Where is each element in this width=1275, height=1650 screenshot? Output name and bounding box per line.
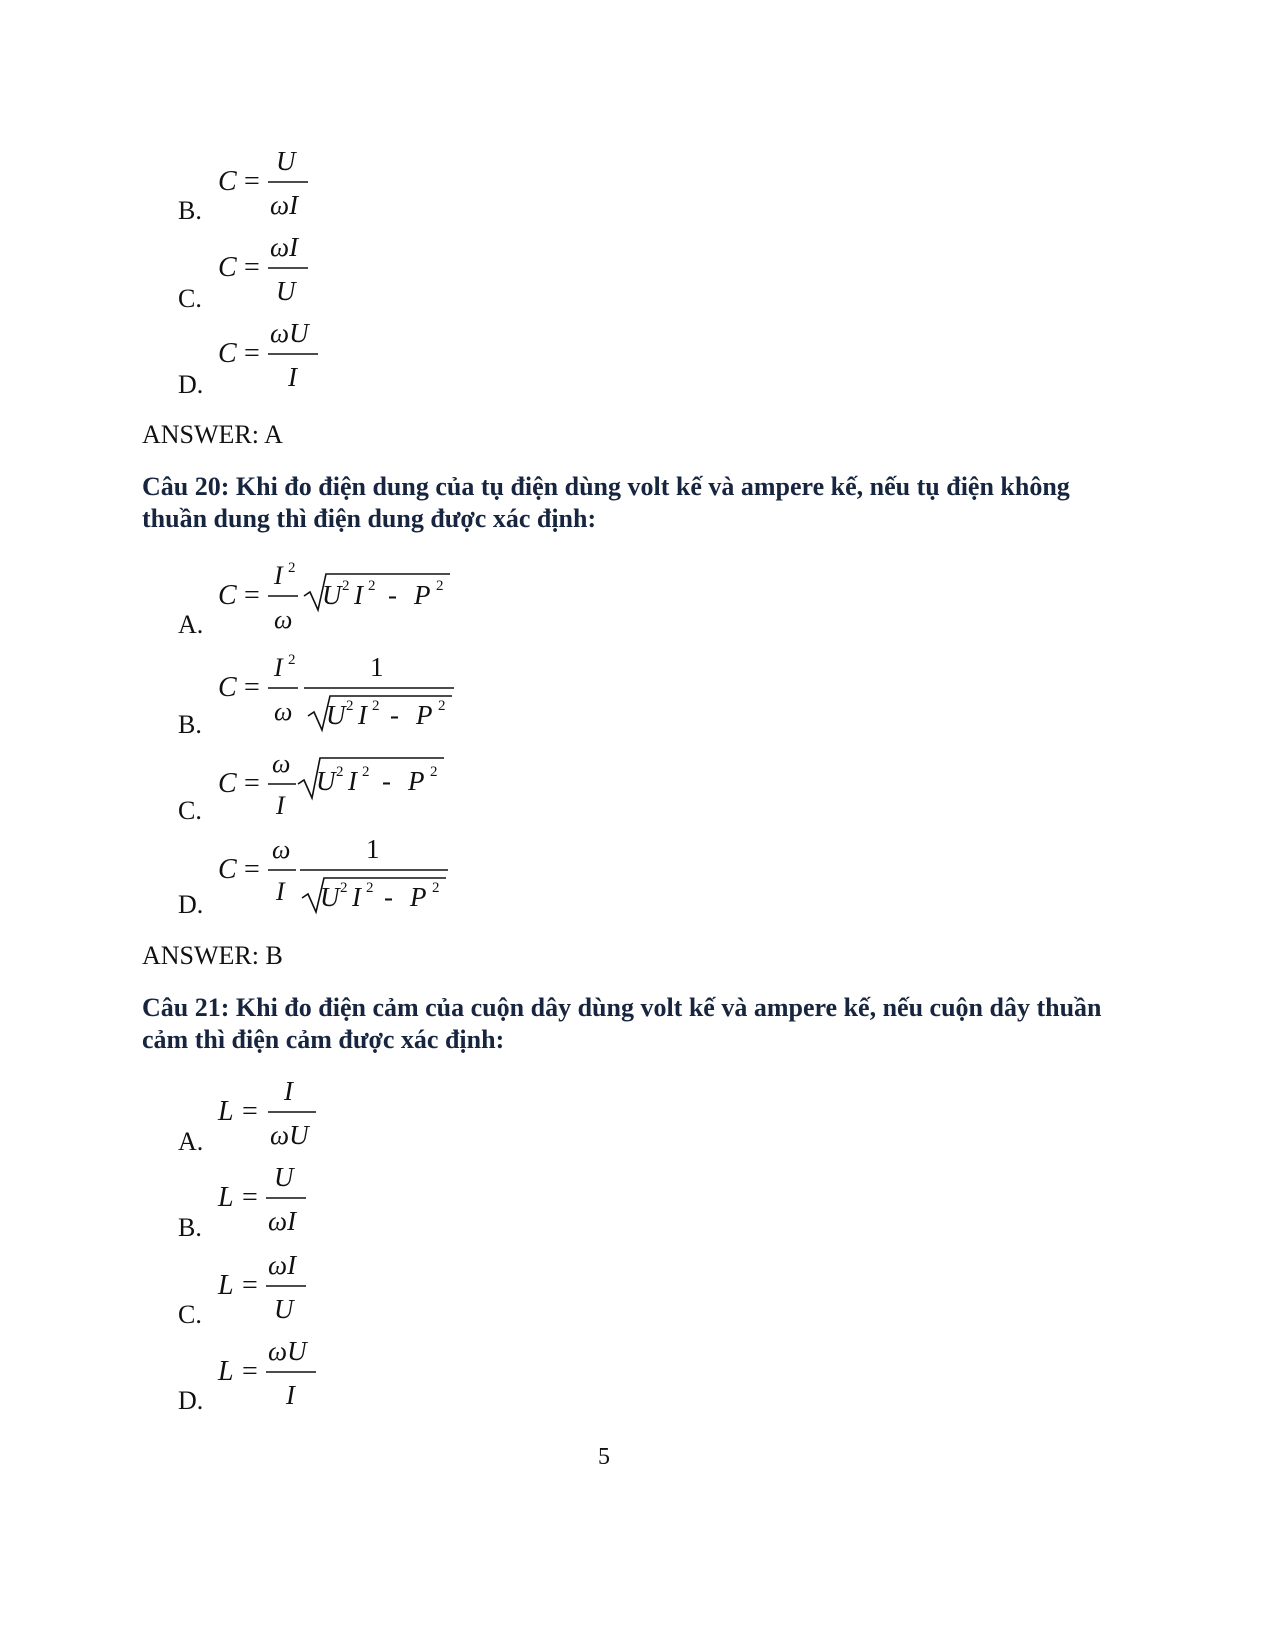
svg-text:-: - <box>388 580 397 610</box>
svg-text:2: 2 <box>432 880 440 896</box>
svg-text:=: = <box>244 672 260 703</box>
svg-text:L: L <box>218 1356 234 1387</box>
svg-text:-: - <box>384 882 393 912</box>
option-letter: C. <box>178 796 202 825</box>
svg-text:ω: ω <box>272 749 291 778</box>
svg-text:I: I <box>276 877 285 906</box>
svg-text:I: I <box>352 882 361 912</box>
page-number: 5 <box>598 1444 610 1470</box>
svg-text:P: P <box>414 580 431 610</box>
svg-text:=: = <box>242 1096 258 1127</box>
formula-option-d <box>218 318 338 398</box>
svg-text:U: U <box>320 882 340 912</box>
svg-text:=: = <box>242 1356 258 1387</box>
svg-text:2: 2 <box>436 578 444 594</box>
svg-text:P: P <box>410 882 427 912</box>
svg-text:2: 2 <box>288 652 296 668</box>
svg-text:L: L <box>218 1096 234 1127</box>
svg-text:P: P <box>416 700 433 730</box>
svg-text:=: = <box>244 166 260 197</box>
svg-text:=: = <box>244 338 260 369</box>
formula-option-d <box>218 830 468 920</box>
svg-text:2: 2 <box>372 698 380 714</box>
question-title: Câu 20: Khi đo điện dung của tụ điện dùng volt kế và ampere kế, nếu tụ điện không thuần dung thì điện dung được xác định: <box>142 472 1070 533</box>
svg-text:L: L <box>218 1270 234 1301</box>
formula-option-a <box>218 1076 338 1156</box>
svg-text:-: - <box>390 700 399 730</box>
svg-text:ωI: ωI <box>270 232 299 262</box>
option-letter: D. <box>178 890 204 919</box>
svg-text:I: I <box>284 1076 293 1106</box>
svg-text:2: 2 <box>438 698 446 714</box>
formula-option-c <box>218 232 338 312</box>
svg-text:2: 2 <box>342 578 350 594</box>
formula-option-c <box>218 746 468 826</box>
svg-text:C: C <box>218 672 237 703</box>
svg-text:P: P <box>408 766 425 796</box>
svg-text:2: 2 <box>362 764 370 780</box>
svg-text:2: 2 <box>430 764 438 780</box>
svg-text:2: 2 <box>368 578 376 594</box>
svg-text:C: C <box>218 768 237 799</box>
option-letter: D. <box>178 1386 204 1415</box>
formula-option-a <box>218 558 468 638</box>
svg-text:2: 2 <box>340 880 348 896</box>
svg-text:I: I <box>274 561 283 590</box>
formula-option-d <box>218 1336 338 1416</box>
svg-text:U: U <box>322 580 342 610</box>
svg-text:2: 2 <box>336 764 344 780</box>
svg-text:U: U <box>276 276 296 306</box>
svg-text:ωU: ωU <box>268 1336 307 1366</box>
svg-text:ωI: ωI <box>270 190 299 220</box>
svg-text:2: 2 <box>366 880 374 896</box>
svg-text:ωI: ωI <box>268 1206 297 1236</box>
option-letter: D. <box>178 370 204 399</box>
svg-text:U: U <box>274 1294 294 1324</box>
svg-text:L: L <box>218 1182 234 1213</box>
svg-text:ωU: ωU <box>270 1120 309 1150</box>
svg-text:C: C <box>218 166 237 197</box>
svg-text:2: 2 <box>288 560 296 576</box>
svg-text:ωI: ωI <box>268 1250 297 1280</box>
svg-text:U: U <box>276 146 296 176</box>
svg-text:I: I <box>288 362 297 392</box>
svg-text:ωU: ωU <box>270 318 309 348</box>
svg-text:-: - <box>382 766 391 796</box>
svg-text:C: C <box>218 338 237 369</box>
svg-text:ω: ω <box>274 697 293 726</box>
formula-option-b <box>218 1162 338 1242</box>
svg-text:I: I <box>358 700 367 730</box>
svg-text:=: = <box>242 1270 258 1301</box>
svg-text:U: U <box>274 1162 294 1192</box>
option-letter: A. <box>178 1127 204 1156</box>
option-letter: B. <box>178 710 202 739</box>
svg-text:=: = <box>244 768 260 799</box>
option-letter: C. <box>178 1300 202 1329</box>
svg-text:I: I <box>274 653 283 682</box>
svg-text:U: U <box>316 766 336 796</box>
svg-text:1: 1 <box>370 652 384 682</box>
svg-text:ω: ω <box>274 605 293 634</box>
svg-text:=: = <box>242 1182 258 1213</box>
svg-text:ω: ω <box>272 835 291 864</box>
svg-text:I: I <box>354 580 363 610</box>
option-letter: C. <box>178 284 202 313</box>
formula-option-b <box>218 146 338 226</box>
formula-option-b <box>218 648 468 738</box>
svg-text:U: U <box>326 700 346 730</box>
svg-text:I: I <box>276 791 285 820</box>
svg-text:=: = <box>244 252 260 283</box>
option-letter: A. <box>178 610 204 639</box>
svg-text:=: = <box>244 854 260 885</box>
svg-text:I: I <box>348 766 357 796</box>
option-letter: B. <box>178 196 202 225</box>
answer-line: ANSWER: B <box>142 941 283 970</box>
option-letter: B. <box>178 1213 202 1242</box>
svg-text:1: 1 <box>366 834 380 864</box>
svg-text:2: 2 <box>346 698 354 714</box>
svg-text:=: = <box>244 580 260 611</box>
svg-text:C: C <box>218 252 237 283</box>
question-title: Câu 21: Khi đo điện cảm của cuộn dây dùng volt kế và ampere kế, nếu cuộn dây thuần cảm thì điện cảm được xác định: <box>142 993 1102 1054</box>
svg-text:C: C <box>218 580 237 611</box>
svg-text:I: I <box>286 1380 295 1410</box>
formula-option-c <box>218 1250 338 1330</box>
answer-line: ANSWER: A <box>142 420 283 449</box>
svg-text:C: C <box>218 854 237 885</box>
